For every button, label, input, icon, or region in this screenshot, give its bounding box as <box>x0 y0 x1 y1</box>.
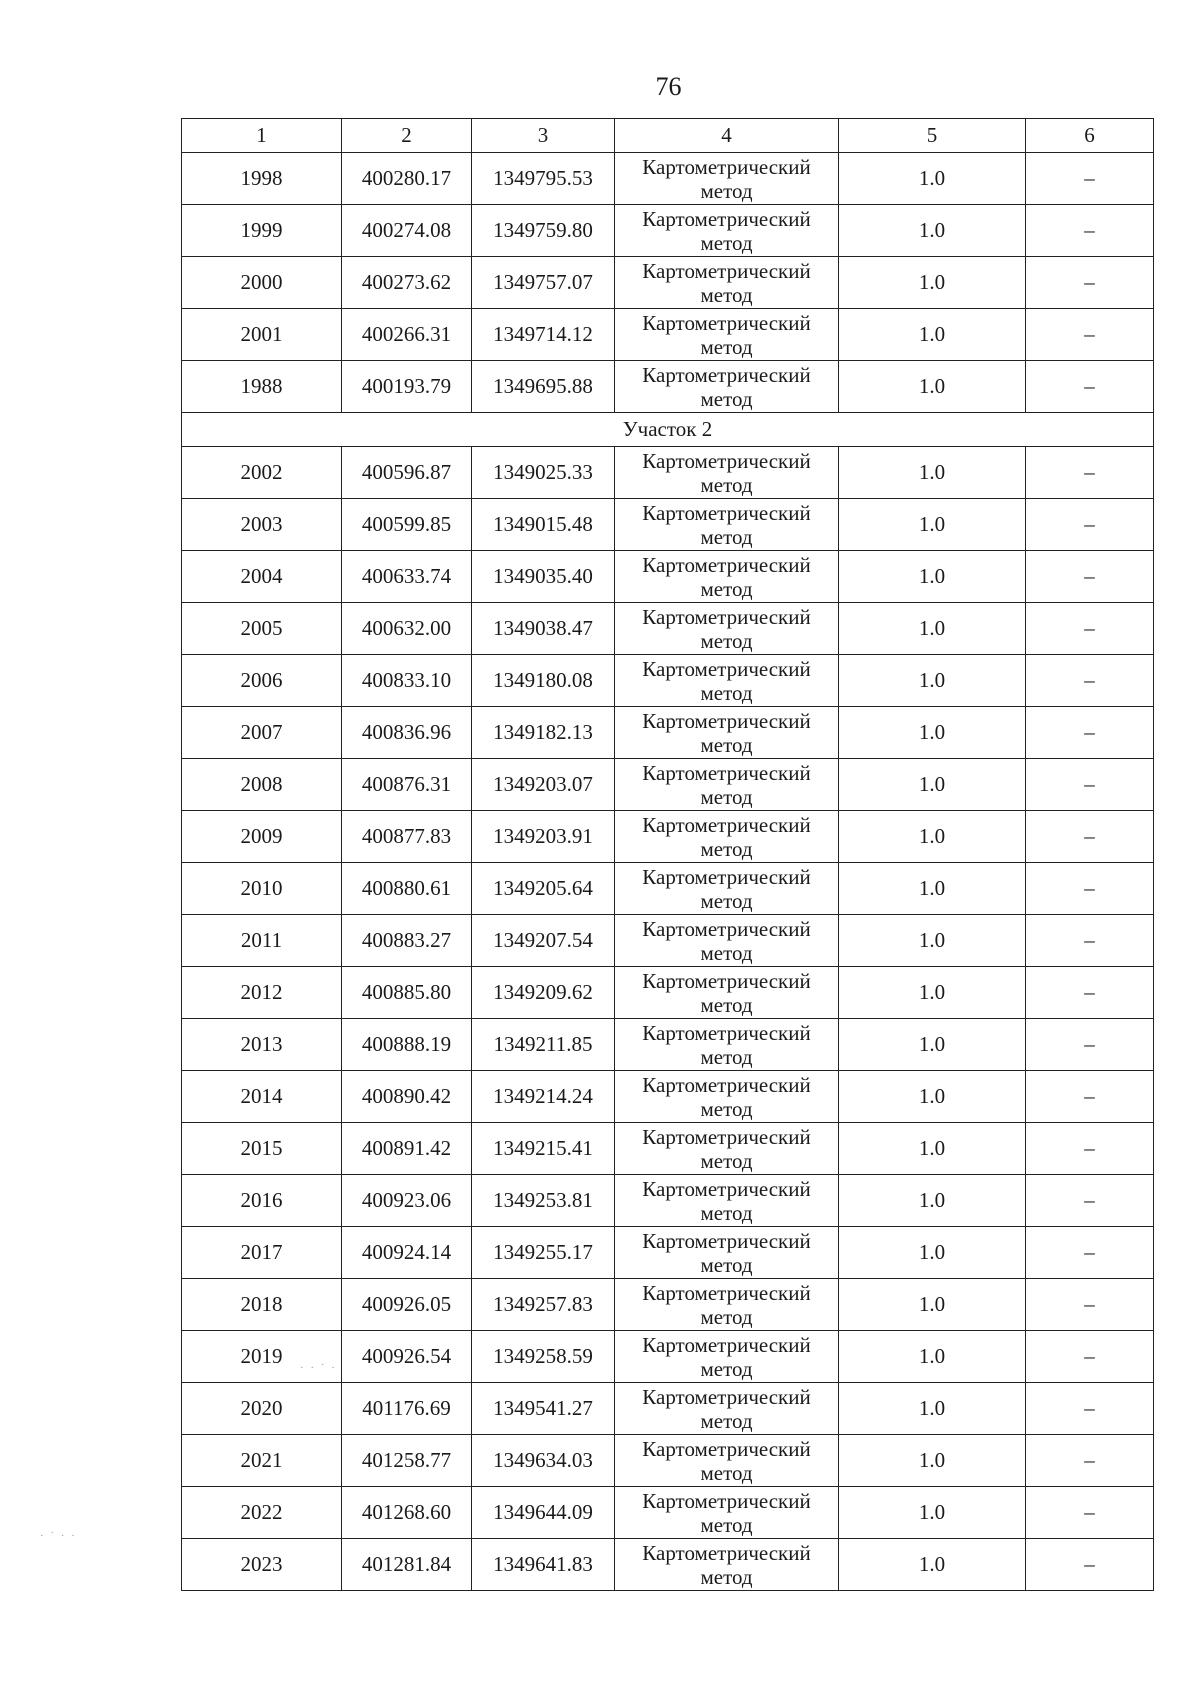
point-number-cell: 2022 <box>182 1487 342 1539</box>
description-cell: – <box>1026 1019 1154 1071</box>
x-coordinate-cell: 400633.74 <box>342 551 472 603</box>
description-cell: – <box>1026 257 1154 309</box>
header-col-2: 2 <box>342 119 472 153</box>
x-coordinate-cell: 400885.80 <box>342 967 472 1019</box>
method-text: Картометрический метод <box>642 449 811 497</box>
description-cell: – <box>1026 1539 1154 1591</box>
table-row <box>182 551 1154 603</box>
point-number-cell: 2019 <box>182 1331 342 1383</box>
accuracy-cell: 1.0 <box>839 205 1026 257</box>
method-cell <box>615 361 839 413</box>
method-cell <box>615 153 839 205</box>
y-coordinate-cell: 1349258.59 <box>472 1331 615 1383</box>
section-title: Участок 2 <box>182 413 1154 447</box>
point-number-cell: 2004 <box>182 551 342 603</box>
y-coordinate-cell: 1349795.53 <box>472 153 615 205</box>
method-cell <box>615 309 839 361</box>
accuracy-cell: 1.0 <box>839 1175 1026 1227</box>
method-text: Картометрический метод <box>642 363 811 411</box>
point-number-cell: 1999 <box>182 205 342 257</box>
accuracy-cell: 1.0 <box>839 967 1026 1019</box>
description-cell: – <box>1026 309 1154 361</box>
accuracy-cell: 1.0 <box>839 811 1026 863</box>
point-number-cell: 2010 <box>182 863 342 915</box>
x-coordinate-cell: 400890.42 <box>342 1071 472 1123</box>
point-number-cell: 2012 <box>182 967 342 1019</box>
method-cell <box>615 1487 839 1539</box>
point-number-cell: 1988 <box>182 361 342 413</box>
table-row <box>182 1279 1154 1331</box>
description-cell: – <box>1026 1123 1154 1175</box>
x-coordinate-cell: 400888.19 <box>342 1019 472 1071</box>
y-coordinate-cell: 1349541.27 <box>472 1383 615 1435</box>
y-coordinate-cell: 1349205.64 <box>472 863 615 915</box>
method-cell <box>615 707 839 759</box>
y-coordinate-cell: 1349257.83 <box>472 1279 615 1331</box>
description-cell: – <box>1026 759 1154 811</box>
description-cell: – <box>1026 1435 1154 1487</box>
table-row <box>182 707 1154 759</box>
description-cell: – <box>1026 655 1154 707</box>
accuracy-cell: 1.0 <box>839 1123 1026 1175</box>
y-coordinate-cell: 1349182.13 <box>472 707 615 759</box>
method-cell <box>615 551 839 603</box>
description-cell: – <box>1026 811 1154 863</box>
x-coordinate-cell: 400880.61 <box>342 863 472 915</box>
method-text: Картометрический метод <box>642 865 811 913</box>
y-coordinate-cell: 1349025.33 <box>472 447 615 499</box>
method-cell <box>615 1383 839 1435</box>
table-row <box>182 1435 1154 1487</box>
x-coordinate-cell: 401258.77 <box>342 1435 472 1487</box>
table-row <box>182 499 1154 551</box>
x-coordinate-cell: 400883.27 <box>342 915 472 967</box>
accuracy-cell: 1.0 <box>839 1331 1026 1383</box>
table-row <box>182 1539 1154 1591</box>
description-cell: – <box>1026 915 1154 967</box>
x-coordinate-cell: 400274.08 <box>342 205 472 257</box>
method-cell <box>615 1227 839 1279</box>
y-coordinate-cell: 1349015.48 <box>472 499 615 551</box>
table-row <box>182 603 1154 655</box>
description-cell: – <box>1026 1071 1154 1123</box>
y-coordinate-cell: 1349214.24 <box>472 1071 615 1123</box>
table-row <box>182 309 1154 361</box>
header-col-5: 5 <box>839 119 1026 153</box>
y-coordinate-cell: 1349209.62 <box>472 967 615 1019</box>
method-cell <box>615 1279 839 1331</box>
method-cell <box>615 759 839 811</box>
section-row <box>182 413 1154 447</box>
description-cell: – <box>1026 361 1154 413</box>
method-text: Картометрический метод <box>642 1021 811 1069</box>
table-row <box>182 205 1154 257</box>
description-cell: – <box>1026 1175 1154 1227</box>
description-cell: – <box>1026 863 1154 915</box>
page-number: 76 <box>655 72 682 101</box>
y-coordinate-cell: 1349211.85 <box>472 1019 615 1071</box>
description-cell: – <box>1026 1227 1154 1279</box>
description-cell: – <box>1026 153 1154 205</box>
method-text: Картометрический метод <box>642 605 811 653</box>
description-cell: – <box>1026 707 1154 759</box>
accuracy-cell: 1.0 <box>839 1019 1026 1071</box>
table-row <box>182 1383 1154 1435</box>
point-number-cell: 2000 <box>182 257 342 309</box>
method-cell <box>615 499 839 551</box>
header-col-1: 1 <box>182 119 342 153</box>
table-body <box>182 153 1154 1591</box>
accuracy-cell: 1.0 <box>839 1279 1026 1331</box>
method-cell <box>615 967 839 1019</box>
description-cell: – <box>1026 1487 1154 1539</box>
method-text: Картометрический метод <box>642 1177 811 1225</box>
description-cell: – <box>1026 603 1154 655</box>
point-number-cell: 2018 <box>182 1279 342 1331</box>
point-number-cell: 2006 <box>182 655 342 707</box>
table-row <box>182 915 1154 967</box>
table-row <box>182 257 1154 309</box>
point-number-cell: 2005 <box>182 603 342 655</box>
x-coordinate-cell: 401176.69 <box>342 1383 472 1435</box>
x-coordinate-cell: 400266.31 <box>342 309 472 361</box>
accuracy-cell: 1.0 <box>839 603 1026 655</box>
accuracy-cell: 1.0 <box>839 1383 1026 1435</box>
point-number-cell: 2003 <box>182 499 342 551</box>
method-text: Картометрический метод <box>642 917 811 965</box>
accuracy-cell: 1.0 <box>839 915 1026 967</box>
method-cell <box>615 1175 839 1227</box>
accuracy-cell: 1.0 <box>839 1227 1026 1279</box>
accuracy-cell: 1.0 <box>839 1539 1026 1591</box>
point-number-cell: 2002 <box>182 447 342 499</box>
method-cell <box>615 1123 839 1175</box>
y-coordinate-cell: 1349634.03 <box>472 1435 615 1487</box>
x-coordinate-cell: 400836.96 <box>342 707 472 759</box>
y-coordinate-cell: 1349203.07 <box>472 759 615 811</box>
table-row <box>182 447 1154 499</box>
method-cell <box>615 811 839 863</box>
y-coordinate-cell: 1349255.17 <box>472 1227 615 1279</box>
point-number-cell: 1998 <box>182 153 342 205</box>
accuracy-cell: 1.0 <box>839 759 1026 811</box>
header-col-4: 4 <box>615 119 839 153</box>
x-coordinate-cell: 401281.84 <box>342 1539 472 1591</box>
y-coordinate-cell: 1349644.09 <box>472 1487 615 1539</box>
method-text: Картометрический метод <box>642 207 811 255</box>
y-coordinate-cell: 1349757.07 <box>472 257 615 309</box>
point-number-cell: 2021 <box>182 1435 342 1487</box>
method-text: Картометрический метод <box>642 501 811 549</box>
method-cell <box>615 205 839 257</box>
method-cell <box>615 1071 839 1123</box>
description-cell: – <box>1026 447 1154 499</box>
description-cell: – <box>1026 1383 1154 1435</box>
description-cell: – <box>1026 499 1154 551</box>
table-row <box>182 759 1154 811</box>
table-row <box>182 1071 1154 1123</box>
y-coordinate-cell: 1349695.88 <box>472 361 615 413</box>
method-cell <box>615 447 839 499</box>
table-row <box>182 863 1154 915</box>
method-cell <box>615 915 839 967</box>
table-row <box>182 655 1154 707</box>
header-col-3: 3 <box>472 119 615 153</box>
scan-noise: · · ˙ · <box>300 1362 337 1374</box>
accuracy-cell: 1.0 <box>839 551 1026 603</box>
point-number-cell: 2007 <box>182 707 342 759</box>
method-text: Картометрический метод <box>642 657 811 705</box>
point-number-cell: 2015 <box>182 1123 342 1175</box>
point-number-cell: 2001 <box>182 309 342 361</box>
description-cell: – <box>1026 1331 1154 1383</box>
accuracy-cell: 1.0 <box>839 1435 1026 1487</box>
table-row <box>182 361 1154 413</box>
method-text: Картометрический метод <box>642 1333 811 1381</box>
method-cell <box>615 603 839 655</box>
x-coordinate-cell: 400876.31 <box>342 759 472 811</box>
x-coordinate-cell: 400599.85 <box>342 499 472 551</box>
method-text: Картометрический метод <box>642 1073 811 1121</box>
table-row <box>182 811 1154 863</box>
x-coordinate-cell: 400632.00 <box>342 603 472 655</box>
method-text: Картометрический метод <box>642 155 811 203</box>
y-coordinate-cell: 1349203.91 <box>472 811 615 863</box>
method-cell <box>615 1019 839 1071</box>
method-text: Картометрический метод <box>642 813 811 861</box>
point-number-cell: 2013 <box>182 1019 342 1071</box>
method-cell <box>615 257 839 309</box>
accuracy-cell: 1.0 <box>839 1487 1026 1539</box>
method-cell <box>615 1539 839 1591</box>
x-coordinate-cell: 400891.42 <box>342 1123 472 1175</box>
point-number-cell: 2023 <box>182 1539 342 1591</box>
x-coordinate-cell: 400926.54 <box>342 1331 472 1383</box>
method-text: Картометрический метод <box>642 311 811 359</box>
x-coordinate-cell: 400923.06 <box>342 1175 472 1227</box>
method-cell <box>615 1435 839 1487</box>
point-number-cell: 2016 <box>182 1175 342 1227</box>
method-text: Картометрический метод <box>642 1281 811 1329</box>
table-row <box>182 1227 1154 1279</box>
point-number-cell: 2009 <box>182 811 342 863</box>
x-coordinate-cell: 400280.17 <box>342 153 472 205</box>
y-coordinate-cell: 1349253.81 <box>472 1175 615 1227</box>
method-text: Картометрический метод <box>642 1489 811 1537</box>
scan-noise: · ˙ · · <box>40 1530 77 1542</box>
x-coordinate-cell: 401268.60 <box>342 1487 472 1539</box>
table-row <box>182 1175 1154 1227</box>
x-coordinate-cell: 400833.10 <box>342 655 472 707</box>
table-row <box>182 1487 1154 1539</box>
accuracy-cell: 1.0 <box>839 153 1026 205</box>
table-row <box>182 153 1154 205</box>
accuracy-cell: 1.0 <box>839 257 1026 309</box>
method-text: Картометрический метод <box>642 1385 811 1433</box>
description-cell: – <box>1026 205 1154 257</box>
y-coordinate-cell: 1349641.83 <box>472 1539 615 1591</box>
method-text: Картометрический метод <box>642 761 811 809</box>
accuracy-cell: 1.0 <box>839 309 1026 361</box>
method-cell <box>615 1331 839 1383</box>
method-text: Картометрический метод <box>642 259 811 307</box>
accuracy-cell: 1.0 <box>839 361 1026 413</box>
x-coordinate-cell: 400877.83 <box>342 811 472 863</box>
point-number-cell: 2008 <box>182 759 342 811</box>
y-coordinate-cell: 1349215.41 <box>472 1123 615 1175</box>
method-text: Картометрический метод <box>642 969 811 1017</box>
description-cell: – <box>1026 551 1154 603</box>
accuracy-cell: 1.0 <box>839 707 1026 759</box>
point-number-cell: 2014 <box>182 1071 342 1123</box>
x-coordinate-cell: 400273.62 <box>342 257 472 309</box>
x-coordinate-cell: 400926.05 <box>342 1279 472 1331</box>
y-coordinate-cell: 1349207.54 <box>472 915 615 967</box>
method-text: Картометрический метод <box>642 553 811 601</box>
method-text: Картометрический метод <box>642 1541 811 1589</box>
accuracy-cell: 1.0 <box>839 655 1026 707</box>
accuracy-cell: 1.0 <box>839 1071 1026 1123</box>
table-row <box>182 1331 1154 1383</box>
table-row <box>182 967 1154 1019</box>
y-coordinate-cell: 1349038.47 <box>472 603 615 655</box>
table-row <box>182 1019 1154 1071</box>
point-number-cell: 2020 <box>182 1383 342 1435</box>
table-header-row <box>182 119 1154 153</box>
method-cell <box>615 655 839 707</box>
method-text: Картометрический метод <box>642 709 811 757</box>
accuracy-cell: 1.0 <box>839 499 1026 551</box>
method-cell <box>615 863 839 915</box>
description-cell: – <box>1026 1279 1154 1331</box>
accuracy-cell: 1.0 <box>839 863 1026 915</box>
y-coordinate-cell: 1349714.12 <box>472 309 615 361</box>
y-coordinate-cell: 1349035.40 <box>472 551 615 603</box>
description-cell: – <box>1026 967 1154 1019</box>
x-coordinate-cell: 400924.14 <box>342 1227 472 1279</box>
point-number-cell: 2017 <box>182 1227 342 1279</box>
x-coordinate-cell: 400596.87 <box>342 447 472 499</box>
method-text: Картометрический метод <box>642 1125 811 1173</box>
y-coordinate-cell: 1349759.80 <box>472 205 615 257</box>
header-col-6: 6 <box>1026 119 1154 153</box>
method-text: Картометрический метод <box>642 1229 811 1277</box>
accuracy-cell: 1.0 <box>839 447 1026 499</box>
point-number-cell: 2011 <box>182 915 342 967</box>
table-row <box>182 1123 1154 1175</box>
method-text: Картометрический метод <box>642 1437 811 1485</box>
y-coordinate-cell: 1349180.08 <box>472 655 615 707</box>
x-coordinate-cell: 400193.79 <box>342 361 472 413</box>
